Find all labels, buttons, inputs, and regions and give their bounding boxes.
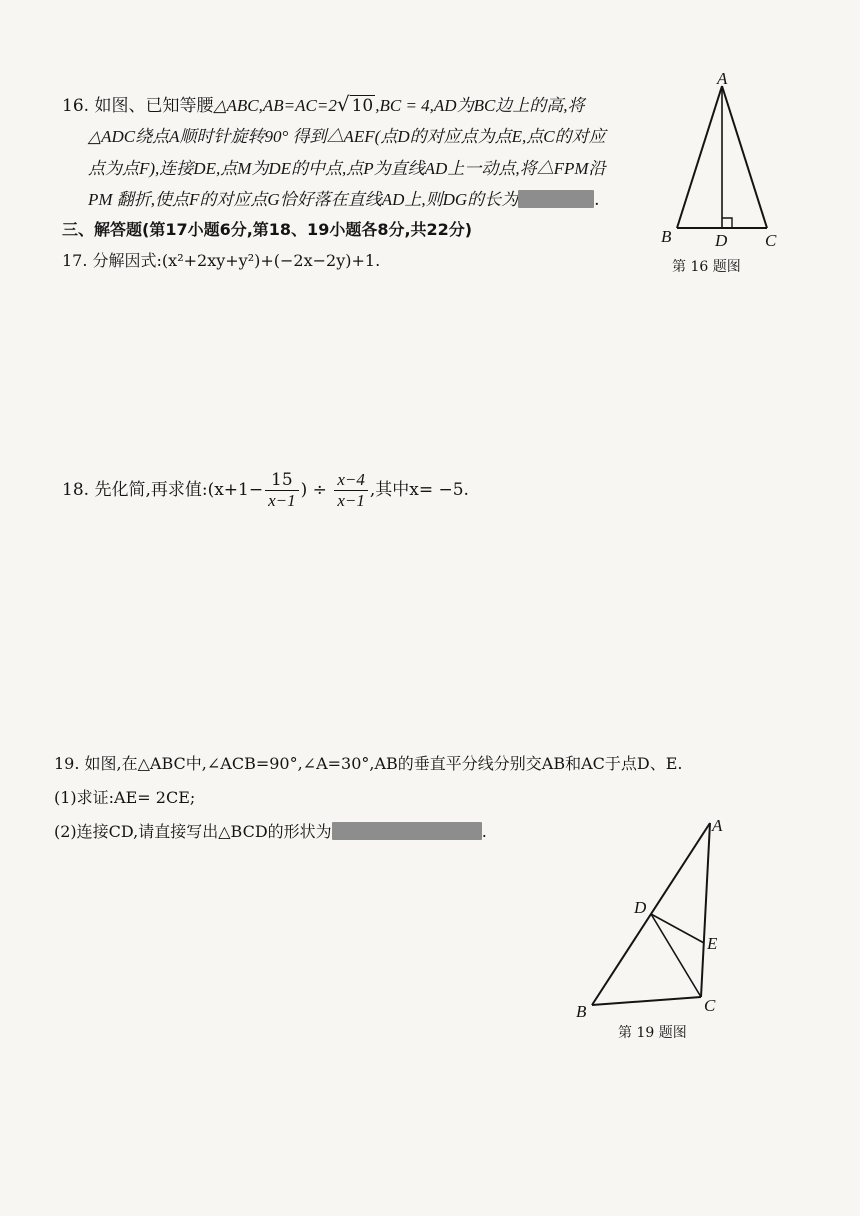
q18-frac2-denominator: x−1 (337, 491, 365, 510)
section-3-heading: 三、解答题(第17小题6分,第18、19小题各8分,共22分) (62, 220, 473, 239)
fig19-label-e: E (707, 934, 718, 953)
q17-text: 17. 分解因式:(x²+2xy+y²)+(−2x−2y)+1. (62, 251, 381, 270)
q19-part-2 (54, 820, 487, 844)
q19-part2-period: . (481, 822, 487, 841)
q16-number-text: 16. 如图、已知等腰 (62, 96, 214, 116)
q18-fraction-2 (334, 470, 368, 511)
fig16-label-a: A (717, 72, 728, 88)
q16-line4-text: PM 翻折,使点F的对应点G恰好落在直线AD上,则DG的长为 (88, 190, 519, 209)
q18-frac1-denominator: x−1 (268, 491, 296, 510)
q19-part-1: (1)求证:AE= 2CE; (54, 788, 196, 807)
q16-line4-period: . (594, 190, 600, 210)
q16-line-3: 点为点F),连接DE,点M为DE的中点,点P为直线AD上一动点,将△FPM沿 (88, 159, 606, 178)
figure-19-caption: 第 19 题图 (618, 1025, 687, 1041)
q16-line-4 (88, 188, 600, 212)
figure-19-triangle (570, 815, 730, 1025)
fig16-label-d: D (715, 231, 728, 250)
q18-divide: ) ÷ (300, 480, 333, 500)
redacted-answer-box (332, 822, 482, 840)
figure-16-triangle (655, 72, 790, 252)
redacted-answer-box (518, 190, 594, 208)
fig16-label-b: B (661, 227, 672, 246)
q16-triangle-text: △ABC,AB=AC=2 (213, 96, 337, 115)
sqrt-radicand: 10 (351, 96, 374, 116)
q18-prefix: 18. 先化简,再求值:(x+1− (62, 480, 264, 500)
q16-line-2: △ADC绕点A顺时针旋转90° 得到△AEF(点D的对应点为点E,点C的对应 (88, 127, 606, 146)
figure-16-caption: 第 16 题图 (672, 259, 741, 275)
fig16-label-c: C (765, 231, 777, 250)
q18-text (62, 468, 469, 512)
q19-line-1: 19. 如图,在△ABC中,∠ACB=90°,∠A=30°,AB的垂直平分线分别交AB和AC于点D、E. (54, 754, 683, 773)
fig19-label-b: B (576, 1002, 587, 1021)
q16-line1-tail: ,BC = 4,AD为BC边上的高,将 (375, 96, 585, 115)
q16-line-1 (62, 92, 585, 118)
fig19-label-c: C (704, 996, 716, 1015)
sqrt-sign: √ (336, 92, 350, 116)
q18-frac2-numerator: x−4 (334, 470, 368, 491)
q19-part2-text: (2)连接CD,请直接写出△BCD的形状为 (54, 822, 332, 841)
fig19-label-d: D (634, 898, 647, 917)
q18-fraction-1 (265, 470, 299, 511)
q18-frac1-numerator: 15 (265, 470, 299, 491)
q18-suffix: ,其中x= −5. (369, 480, 469, 500)
fig19-label-a: A (712, 816, 723, 835)
